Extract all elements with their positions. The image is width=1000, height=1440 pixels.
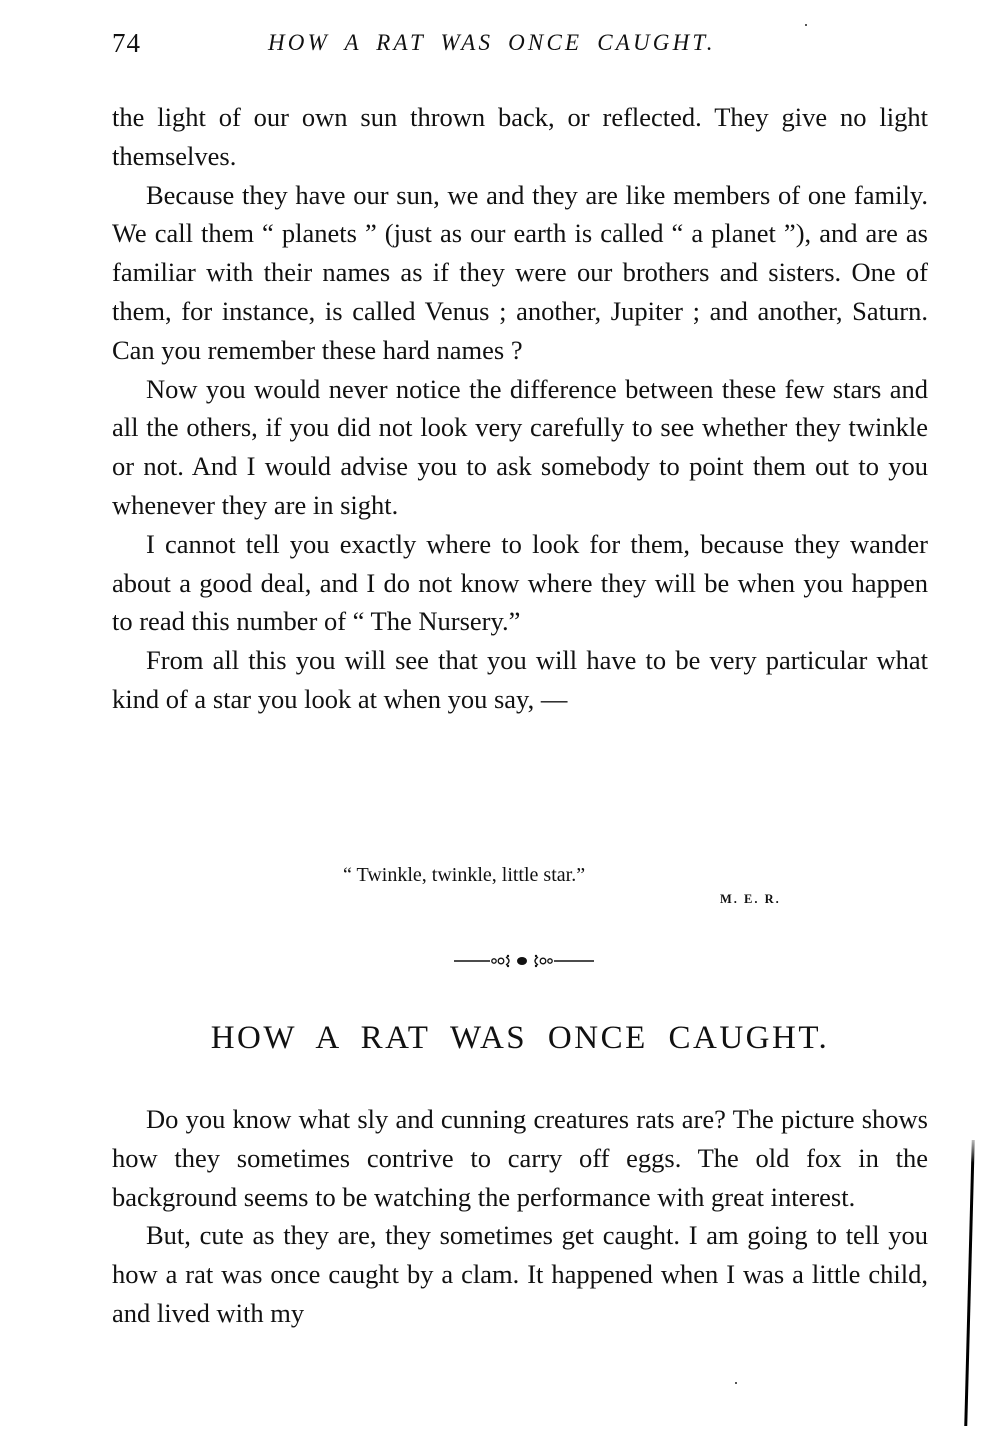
paragraph: Because they have our sun, we and they are like members of one family. We call them “ planets ” (just as our earth is called “ a planet ”), and are as familiar with their names as if they were our brothers and sisters. One of them, for instance, is called Venus ; another, Jupiter ; and another, Saturn. Can you remember these hard names ? [112, 179, 928, 365]
scan-speck [805, 24, 807, 26]
page-number: 74 [112, 28, 141, 58]
verse-quote: “ Twinkle, twinkle, little star.” [343, 864, 586, 886]
running-head [112, 28, 932, 64]
scan-edge-line [964, 1140, 974, 1426]
article-body-stars [112, 98, 928, 719]
paragraph: Now you would never notice the difference between these few stars and all the others, if you did not look very carefully to see whether they twinkle or not. And I would advise you to ask somebody to point them out to you whenever they are in sight. [112, 373, 928, 520]
article-body-rat [112, 1100, 928, 1333]
paragraph: I cannot tell you exactly where to look for them, because they wander about a good deal, and I do not know where they will be when you happen to read this number of “ The Nursery.” [112, 528, 928, 637]
paragraph: But, cute as they are, they sometimes get caught. I am going to tell you how a rat was once caught by a clam. It happened when I was a little child, and lived with my [112, 1220, 928, 1328]
chapter-title: HOW A RAT WAS ONCE CAUGHT. [210, 1020, 830, 1056]
scan-speck [735, 1382, 737, 1384]
running-title: HOW A RAT WAS ONCE CAUGHT. [268, 30, 716, 55]
paragraph: From all this you will see that you will have to be very particular what kind of a star you look at when you say, — [112, 645, 928, 714]
paragraph: Do you know what sly and cunning creatures rats are? The picture shows how they sometimes contrive to carry off eggs. The old fox in the background seems to be watching the performance with great interest. [112, 1104, 928, 1212]
paragraph: the light of our own sun thrown back, or reflected. They give no light themselves. [112, 102, 928, 171]
author-signature: M. E. R. [720, 892, 781, 906]
ornament-divider-icon [454, 950, 594, 972]
